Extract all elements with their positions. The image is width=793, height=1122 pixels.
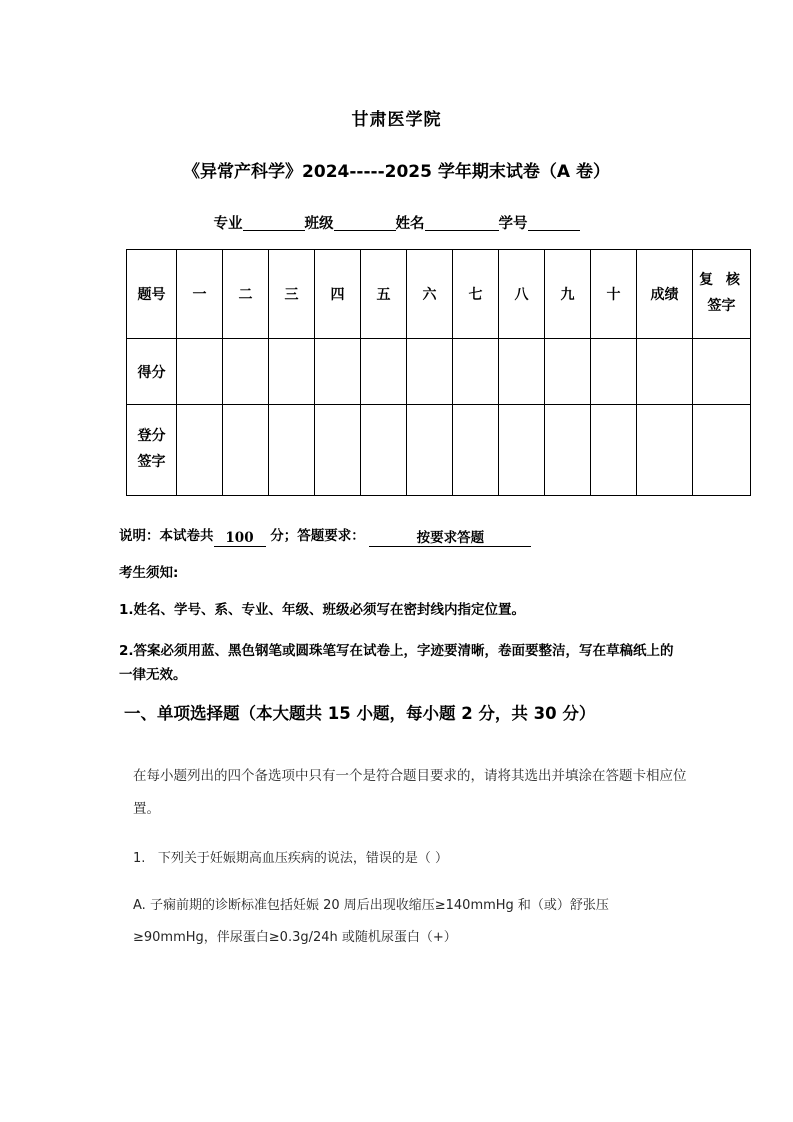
cell-signature-total[interactable] (637, 405, 693, 496)
question-1 (133, 843, 689, 875)
school-title: 甘肃医学院 (351, 110, 442, 130)
signature-label-line2: 签字 (137, 454, 166, 470)
cell-score-10[interactable] (591, 339, 637, 405)
major-input-blank[interactable] (243, 214, 305, 231)
cell-question-3: 三 (269, 250, 315, 339)
cell-score-1[interactable] (177, 339, 223, 405)
cell-question-5: 五 (361, 250, 407, 339)
section-one-intro: 在每小题列出的四个备选项中只有一个是符合题目要求的，请将其选出并填涂在答题卡相应位置。 (133, 768, 687, 818)
question-1-number: 1. (133, 851, 146, 866)
review-label-line2: 签字 (707, 298, 736, 314)
cell-row-label-score: 得分 (127, 339, 177, 405)
cell-signature-review[interactable] (693, 405, 751, 496)
cell-row-label-signature (127, 405, 177, 496)
cell-question-6: 六 (407, 250, 453, 339)
cell-question-9: 九 (545, 250, 591, 339)
shuoming-prefix: 说明：本试卷共 (119, 528, 214, 544)
cell-signature-6[interactable] (407, 405, 453, 496)
cell-signature-2[interactable] (223, 405, 269, 496)
section-one-heading: 一、单项选择题（本大题共 15 小题，每小题 2 分，共 30 分） (124, 704, 596, 723)
total-points-value[interactable]: 100 (214, 532, 266, 547)
cell-score-9[interactable] (545, 339, 591, 405)
table-row-score (127, 339, 751, 405)
cell-score-6[interactable] (407, 339, 453, 405)
cell-question-8: 八 (499, 250, 545, 339)
class-input-blank[interactable] (334, 214, 396, 231)
cell-score-3[interactable] (269, 339, 315, 405)
cell-question-7: 七 (453, 250, 499, 339)
shuoming-middle: 分；答题要求： (270, 528, 365, 544)
cell-score-total[interactable] (637, 339, 693, 405)
table-row-signature (127, 405, 751, 496)
question-1-option-a-text: 子痫前期的诊断标准包括妊娠 20 周后出现收缩压≥140mmHg 和（或）舒张压≥90mmHg，伴尿蛋白≥0.3g/24h 或随机尿蛋白（+） (133, 898, 609, 945)
name-input-blank[interactable] (425, 214, 499, 231)
cell-score-4[interactable] (315, 339, 361, 405)
question-1-text: 下列关于妊娠期高血压疾病的说法，错误的是（ ） (157, 851, 448, 866)
cell-score-7[interactable] (453, 339, 499, 405)
notice-item-2: 2.答案必须用蓝、黑色钢笔或圆珠笔写在试卷上，字迹要清晰，卷面要整洁，写在草稿纸上的一律无效。 (119, 643, 674, 683)
instructions-block (119, 528, 679, 683)
cell-total-label: 成绩 (637, 250, 693, 339)
student-id-input-blank[interactable] (528, 214, 580, 231)
cell-row-label-question-no: 题号 (127, 250, 177, 339)
cell-signature-4[interactable] (315, 405, 361, 496)
cell-score-8[interactable] (499, 339, 545, 405)
page-title: 《异常产科学》2024-----2025 学年期末试卷（A 卷） (183, 162, 610, 182)
name-label: 姓名 (395, 216, 425, 232)
student-id-label: 学号 (498, 216, 528, 232)
cell-score-review[interactable] (693, 339, 751, 405)
notice-item-1: 1.姓名、学号、系、专业、年级、班级必须写在密封线内指定位置。 (119, 602, 526, 618)
section-one-intro-wrapper (133, 760, 689, 826)
table-row-header (127, 250, 751, 339)
cell-signature-9[interactable] (545, 405, 591, 496)
question-1-option-a[interactable] (133, 890, 689, 954)
score-table (126, 249, 751, 496)
cell-signature-3[interactable] (269, 405, 315, 496)
answer-requirement-value[interactable]: 按要求答题 (369, 532, 531, 547)
cell-score-2[interactable] (223, 339, 269, 405)
cell-signature-5[interactable] (361, 405, 407, 496)
cell-question-4: 四 (315, 250, 361, 339)
cell-signature-1[interactable] (177, 405, 223, 496)
question-1-option-a-label: A. (133, 898, 146, 913)
major-label: 专业 (213, 216, 243, 232)
cell-question-2: 二 (223, 250, 269, 339)
class-label: 班级 (304, 216, 334, 232)
cell-signature-10[interactable] (591, 405, 637, 496)
cell-signature-7[interactable] (453, 405, 499, 496)
shuoming-line (119, 530, 679, 547)
cell-score-5[interactable] (361, 339, 407, 405)
signature-label-line1: 登分 (137, 428, 166, 445)
cell-question-1: 一 (177, 250, 223, 339)
cell-review-signature-label (693, 250, 751, 339)
cell-question-10: 十 (591, 250, 637, 339)
cell-signature-8[interactable] (499, 405, 545, 496)
student-info-line (0, 212, 793, 233)
review-label-line1: 复 核 (699, 272, 744, 289)
kaosheng-heading: 考生须知: (119, 565, 179, 581)
